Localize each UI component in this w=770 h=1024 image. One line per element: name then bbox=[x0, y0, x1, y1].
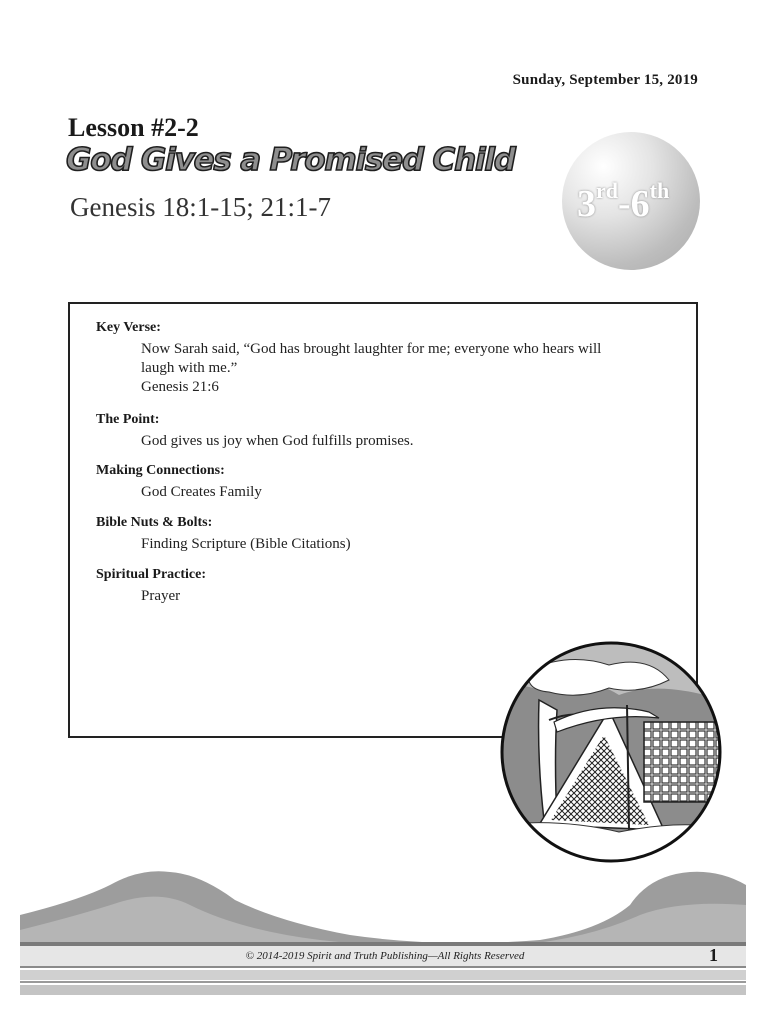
spiritual-practice-text: Prayer bbox=[141, 588, 181, 604]
tent-illustration bbox=[499, 640, 723, 864]
bible-nuts-bolts-section bbox=[96, 515, 681, 554]
page-number: 1 bbox=[709, 945, 718, 965]
bible-nuts-bolts-text: Finding Scripture (Bible Citations) bbox=[141, 536, 351, 552]
lesson-number: Lesson #2-2 bbox=[68, 113, 199, 142]
bible-nuts-bolts-heading: Bible Nuts & Bolts: bbox=[96, 515, 213, 530]
key-verse-line-1: Now Sarah said, “God has brought laughter for me; everyone who hears will bbox=[141, 341, 602, 357]
making-connections-section bbox=[96, 463, 681, 502]
grade-start-suffix: rd bbox=[596, 178, 618, 203]
grade-end-number: 6 bbox=[630, 183, 650, 225]
lesson-title: God Gives a Promised Child bbox=[66, 142, 515, 178]
key-verse-line-2: laugh with me.” bbox=[141, 360, 238, 376]
key-verse-reference: Genesis 21:6 bbox=[141, 379, 219, 395]
key-verse-heading: Key Verse: bbox=[96, 320, 161, 335]
grade-dash: - bbox=[618, 183, 631, 225]
making-connections-heading: Making Connections: bbox=[96, 463, 225, 478]
spiritual-practice-section bbox=[96, 567, 681, 606]
spiritual-practice-heading: Spiritual Practice: bbox=[96, 567, 207, 582]
making-connections-text: God Creates Family bbox=[141, 484, 262, 500]
key-verse-text bbox=[141, 340, 681, 397]
the-point-text: God gives us joy when God fulfills promises. bbox=[141, 433, 414, 449]
lesson-date: Sunday, September 15, 2019 bbox=[512, 72, 698, 88]
copyright-notice: © 2014-2019 Spirit and Truth Publishing—All Rights Reserved bbox=[245, 950, 525, 962]
key-verse-section bbox=[96, 320, 681, 397]
the-point-heading: The Point: bbox=[96, 412, 160, 427]
the-point-section bbox=[96, 412, 681, 451]
scripture-reference: Genesis 18:1-15; 21:1-7 bbox=[70, 192, 331, 222]
grade-start-number: 3 bbox=[577, 183, 596, 225]
grade-range bbox=[577, 178, 669, 226]
grade-end-suffix: th bbox=[649, 178, 670, 203]
hills-landscape bbox=[20, 860, 746, 1000]
